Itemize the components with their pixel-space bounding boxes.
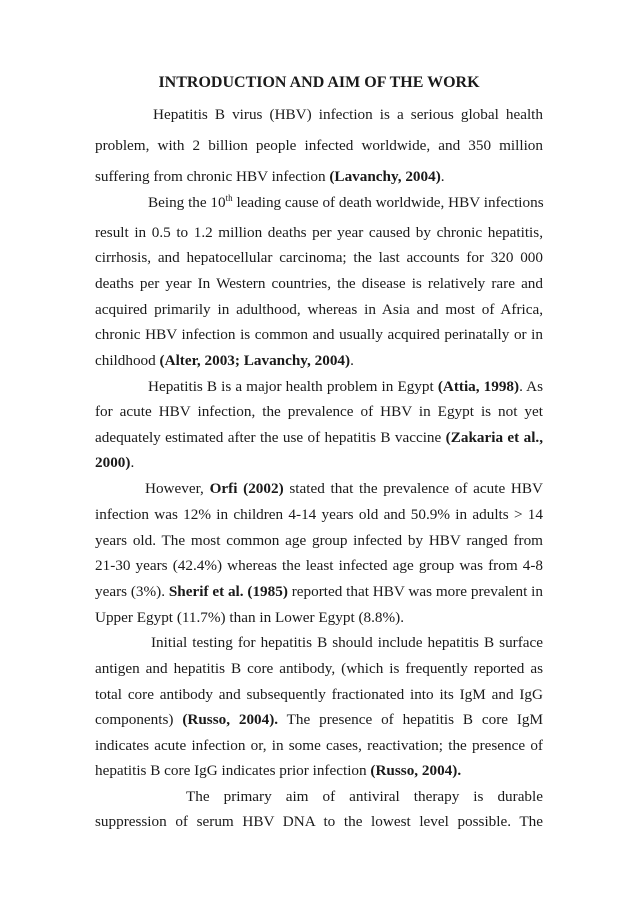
text-segment: Upper Egypt (11.7%) than in Lower Egypt (8.8%). xyxy=(95,609,405,626)
text-segment: Initial testing for hepatitis B should include hepatitis B surface xyxy=(151,634,543,651)
text-segment: adequately estimated after the use of hepatitis B vaccine xyxy=(95,429,446,446)
text-line xyxy=(95,608,543,628)
text-segment: childhood xyxy=(95,352,160,369)
text-segment: Hepatitis B is a major health problem in Egypt xyxy=(148,378,438,395)
text-segment: deaths per year In Western countries, the disease is relatively rare and xyxy=(95,275,543,292)
text-segment: problem, with 2 billion people infected worldwide, and 350 million xyxy=(95,137,543,154)
text-line xyxy=(95,300,543,320)
text-segment: The primary aim of antiviral therapy is durable xyxy=(186,788,543,805)
text-segment: years (3%). xyxy=(95,583,169,600)
text-line xyxy=(95,659,543,679)
text-line xyxy=(95,136,543,156)
text-segment: indicates acute infection or, in some cases, reactivation; the presence of xyxy=(95,737,543,754)
text-line xyxy=(95,710,543,730)
text-segment: components) xyxy=(95,711,183,728)
text-line xyxy=(95,812,543,832)
text-segment: 21-30 years (42.4%) whereas the least infected age group was from 4-8 xyxy=(95,557,543,574)
text-line xyxy=(148,377,543,397)
citation: Sherif et al. (1985) xyxy=(168,583,288,600)
text-segment: suppression of serum HBV DNA to the lowest level possible. The xyxy=(95,813,543,830)
text-line xyxy=(95,761,543,781)
text-line xyxy=(95,274,543,294)
text-segment: years old. The most common age group infected by HBV ranged from xyxy=(95,532,543,549)
citation: Orfi (2002) xyxy=(209,480,284,497)
text-line xyxy=(95,582,543,602)
text-segment: total core antibody and subsequently fractionated into its IgM and IgG xyxy=(95,686,543,703)
text-segment: Hepatitis B virus (HBV) infection is a serious global health xyxy=(153,106,543,123)
text-segment: reported that HBV was more prevalent in xyxy=(287,583,543,600)
text-line xyxy=(153,105,543,125)
text-line xyxy=(186,787,543,807)
citation: 2000) xyxy=(95,454,131,471)
text-segment: stated that the prevalence of acute HBV xyxy=(283,480,543,497)
text-segment: antigen and hepatitis B core antibody, (which is frequently reported as xyxy=(95,660,543,677)
text-segment: . As xyxy=(519,378,543,395)
superscript: th xyxy=(225,193,233,203)
text-line xyxy=(95,505,543,525)
text-line xyxy=(95,428,543,448)
citation: (Russo, 2004). xyxy=(370,762,462,779)
text-segment: The presence of hepatitis B core IgM xyxy=(278,711,544,728)
text-segment: hepatitis B core IgG indicates prior infection xyxy=(95,762,371,779)
text-line xyxy=(95,248,543,268)
text-segment: Being the 10 xyxy=(148,194,226,211)
text-line xyxy=(151,633,543,653)
text-line xyxy=(95,685,543,705)
text-segment: . xyxy=(130,454,135,471)
text-line xyxy=(148,193,543,213)
text-segment: suffering from chronic HBV infection xyxy=(95,168,330,185)
text-segment: . xyxy=(440,168,445,185)
text-segment: . xyxy=(350,352,354,369)
text-segment: for acute HBV infection, the prevalence of HBV in Egypt is not yet xyxy=(95,403,543,420)
text-line xyxy=(95,223,543,243)
text-segment: leading cause of death worldwide, HBV infections xyxy=(232,194,544,211)
text-segment: acquired primarily in adulthood, whereas in Asia and most of Africa, xyxy=(95,301,543,318)
text-line xyxy=(145,479,543,499)
text-segment: cirrhosis, and hepatocellular carcinoma; the last accounts for 320 000 xyxy=(95,249,543,266)
text-line xyxy=(95,351,543,371)
text-line xyxy=(95,556,543,576)
text-segment: result in 0.5 to 1.2 million deaths per year caused by chronic hepatitis, xyxy=(95,224,543,241)
text-line xyxy=(95,736,543,756)
text-line xyxy=(95,531,543,551)
text-line xyxy=(95,453,543,473)
citation: (Lavanchy, 2004) xyxy=(329,168,441,185)
page-title: INTRODUCTION AND AIM OF THE WORK xyxy=(158,74,480,91)
citation: (Zakaria et al., xyxy=(445,429,544,446)
citation: (Russo, 2004). xyxy=(182,711,279,728)
citation: (Attia, 1998) xyxy=(437,378,520,395)
text-segment: However, xyxy=(145,480,210,497)
citation: (Alter, 2003; Lavanchy, 2004) xyxy=(159,352,351,369)
text-line xyxy=(95,402,543,422)
text-line xyxy=(95,325,543,345)
text-segment: chronic HBV infection is common and usually acquired perinatally or in xyxy=(95,326,543,343)
text-line xyxy=(95,167,543,187)
text-segment: infection was 12% in children 4-14 years old and 50.9% in adults > 14 xyxy=(95,506,543,523)
